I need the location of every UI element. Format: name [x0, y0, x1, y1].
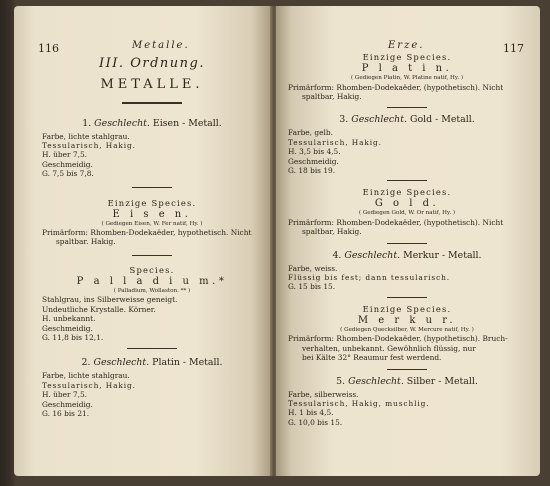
species-text: Primärform: Rhomben-Dodekaëder, (hypothetisch). Nicht	[288, 217, 504, 227]
species-heading: Species.	[129, 264, 175, 275]
genus-heading: 5. Geschlecht. Silber - Metall.	[336, 375, 478, 387]
rule	[387, 180, 427, 181]
right-page-number: 117	[503, 42, 524, 55]
species-text: Primärform: Rhomben-Dodekaëder, hypothetisch. Nicht	[42, 228, 252, 238]
left-running-head: Metalle.	[132, 40, 190, 51]
class-title: METALLE.	[100, 77, 204, 92]
species-note: ( Gediegen Gold, W. Or natif, Hy. )	[358, 210, 456, 217]
right-running-head: Erze.	[388, 40, 425, 51]
species-note: ( Palladium, Wollaston. ** )	[113, 287, 191, 294]
species-text: bei Kälte 32° Reaumur fest werdend.	[302, 353, 442, 363]
species-name: P a l l a d i u m.*	[76, 275, 228, 287]
left-page	[14, 6, 272, 476]
genus-heading: 3. Geschlecht. Gold - Metall.	[339, 114, 475, 126]
species-text: Primärform: Rhomben-Dodekaëder, (hypothetisch). Bruch-	[288, 334, 508, 344]
rule	[122, 102, 182, 104]
genus-properties: Farbe, lichte stahlgrau. Tessularisch, Hakig. H. über 7,5. Geschmeidig. G. 7,5 bis 7,8.	[42, 131, 136, 179]
species-name: E i s e n.	[112, 208, 192, 220]
genus-heading: 2. Geschlecht. Platin - Metall.	[81, 357, 223, 369]
species-text: spaltbar, Hakig.	[302, 91, 362, 101]
species-heading: Einzige Species.	[362, 52, 452, 62]
genus-properties: Farbe, weiss. Flüssig bis fest; dann tessularisch. G. 15 bis 15.	[288, 263, 451, 292]
species-note: ( Gediegen Eisen, W. Fer natif, Hy. )	[101, 220, 203, 227]
species-text: spaltbar, Hakig.	[302, 227, 362, 237]
genus-heading: 4. Geschlecht. Merkur - Metall.	[332, 249, 482, 261]
rule	[387, 243, 427, 244]
rule	[387, 297, 427, 298]
species-heading: Einzige Species.	[107, 197, 197, 208]
genus-properties: Farbe, gelb. Tessularisch, Hakig. H. 3,5 bis 4,5. Geschmeidig. G. 18 bis 19.	[288, 128, 382, 175]
species-properties: Stahlgrau, ins Silberweisse geneigt. Undeutliche Krystalle. Körner. H. unbekannt. Geschmeidig. G. 11,8 bis 12,1.	[42, 295, 178, 342]
rule	[132, 255, 172, 256]
genus-properties: Farbe, silberweiss. Tessularisch, Hakig, muschlig. H. 1 bis 4,5. G. 10,0 bis 15.	[288, 389, 430, 427]
rule	[132, 187, 172, 188]
genus-heading: 1. Geschlecht. Eisen - Metall.	[82, 117, 222, 129]
left-page-number: 116	[38, 42, 59, 55]
order-title: III. Ordnung.	[99, 56, 205, 71]
genus-properties: Farbe, lichte stahlgrau. Tessularisch, Hakig. H. über 7,5. Geschmeidig. G. 16 bis 21.	[42, 371, 136, 418]
species-heading: Einzige Species.	[362, 303, 452, 314]
species-note: ( Gediegen Quecksilber, W. Mercure natif, Hy. )	[340, 326, 474, 333]
species-name: P l a t i n.	[361, 63, 453, 74]
species-text: verhalten, unbekannt. Gewöhnlich flüssig, nur	[302, 343, 476, 353]
right-page	[276, 6, 540, 476]
rule	[387, 107, 427, 108]
rule	[387, 369, 427, 370]
species-note: ( Gediegen Platin, W. Platine natif, Hy. )	[350, 75, 464, 81]
species-text: Primärform: Rhomben-Dodekaëder, (hypothetisch). Nicht	[288, 82, 504, 92]
species-heading: Einzige Species.	[362, 187, 452, 198]
rule	[127, 348, 177, 349]
species-name: M e r k u r.	[357, 314, 457, 326]
species-name: G o l d.	[374, 198, 440, 210]
species-text: spaltbar. Hakig.	[56, 237, 116, 247]
